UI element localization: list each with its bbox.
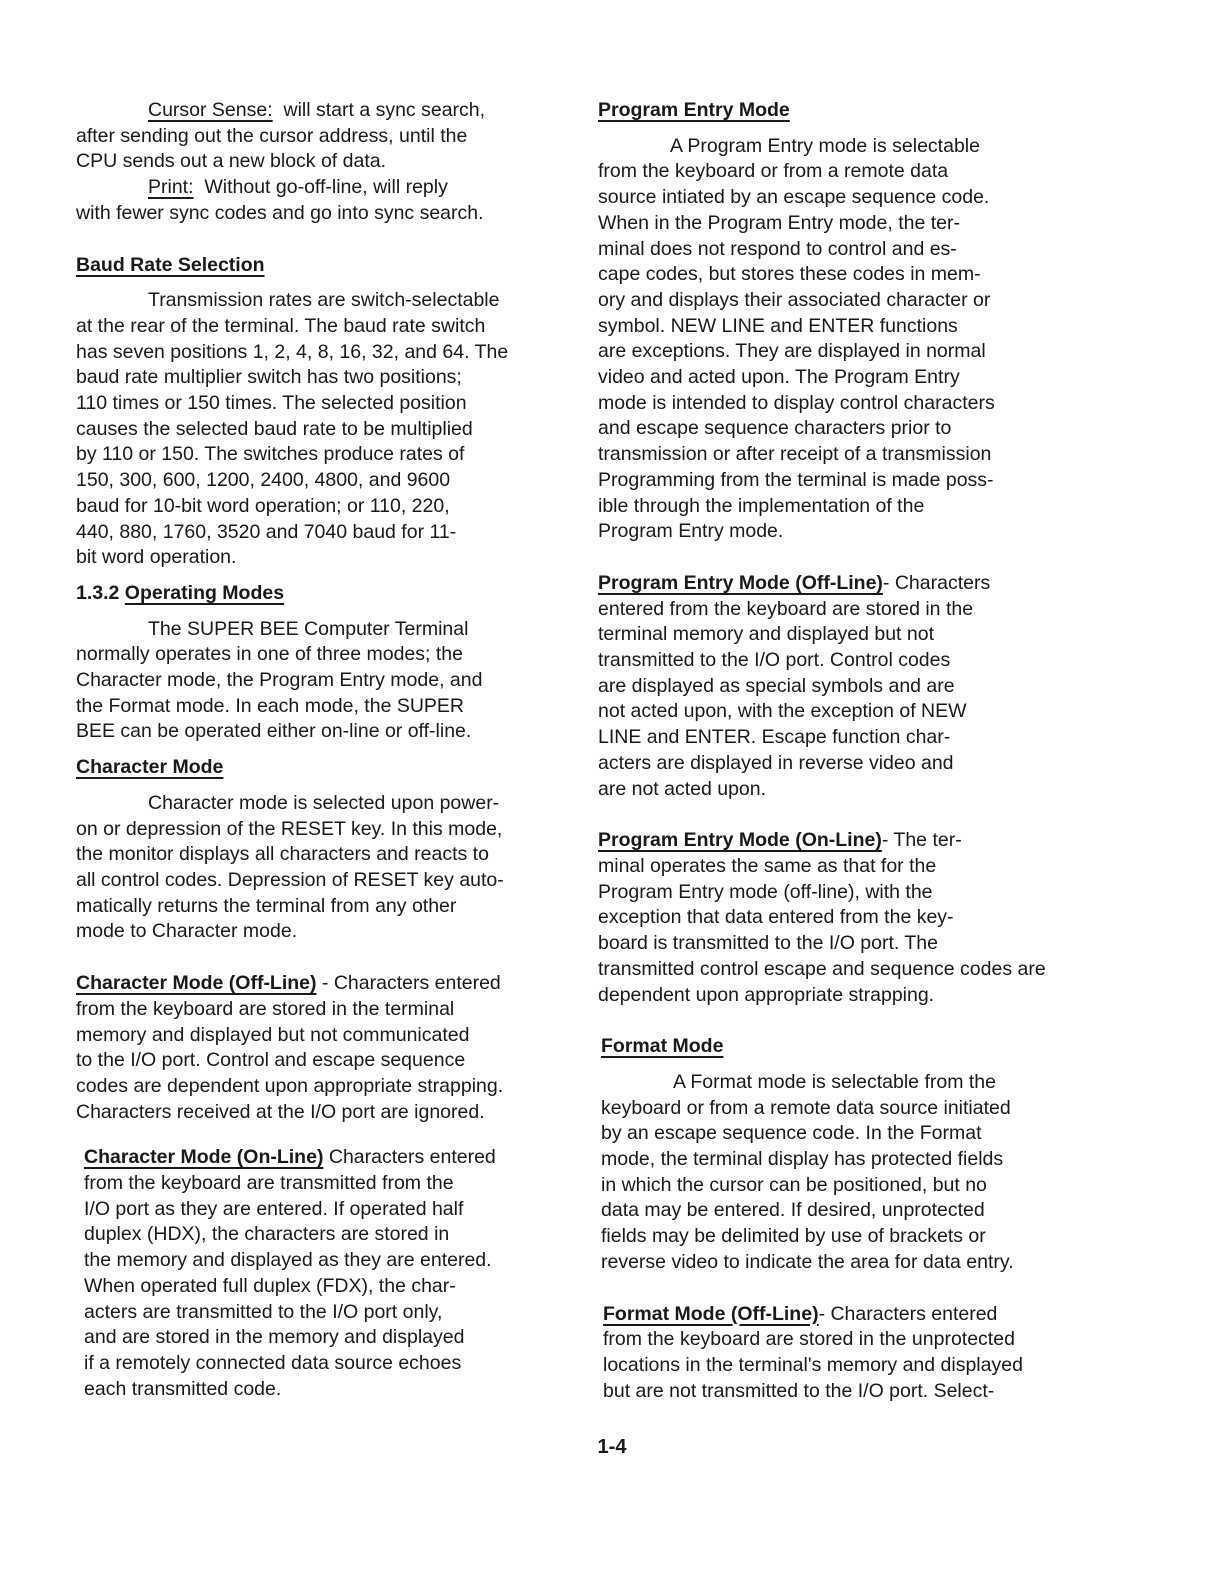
baud-paragraph: Transmission rates are switch-selectable at the rear of the terminal. The baud rate switch has seven positions 1, 2, 4, 8, 16, 32, and 64. The baud rate multiplier switch has two positions; 110 times or 150 times. The selected position causes the selected baud rate to be multiplied by 110 or 150. The switches produce rates of 150, 300, 600, 1200, 2400, 4800, and 9600 baud for 10-bit word operation; or 110, 220, 440, 880, 1760, 3520 and 7040 baud for 11- bit word operation. [76, 289, 509, 569]
character-mode-paragraph: Character mode is selected upon power- on or depression of the RESET key. In this mode, the monitor displays all characters and reacts to all control codes. Depression of RESET key auto- matically returns the terminal from any other mode to Character mode. [76, 791, 504, 943]
operating-modes-heading: 1.3.2 Operating Modes [76, 581, 285, 604]
format-mode-offline-paragraph: Format Mode (Off-Line)- Characters entered from the keyboard are stored in the unprotected locations in the terminal's memory and displayed but are not transmitted to the I/O port. Select- [603, 1302, 1023, 1402]
right-column [598, 98, 1068, 1404]
program-entry-online-paragraph: Program Entry Mode (On-Line)- The ter- minal operates the same as that for the Program Entry mode (off-line), with the exception that data entered from the key- board is transmitted to the I/O port. The transmitted control escape and sequence codes are dependent upon appropriate strapping. [598, 829, 1046, 1006]
cursor-sense-label: Cursor Sense: [148, 99, 273, 121]
format-mode-heading: Format Mode [601, 1035, 724, 1058]
operating-modes-paragraph: The SUPER BEE Computer Terminal normally operates in one of three modes; the Character mode, the Program Entry mode, and the Format mode. In each mode, the SUPER BEE can be operated either on-line or off-line. [76, 617, 483, 743]
program-entry-heading: Program Entry Mode [598, 99, 790, 121]
print-label: Print: [148, 176, 194, 199]
baud-heading: Baud Rate Selection [76, 253, 265, 276]
program-entry-offline-heading: Program Entry Mode (Off-Line) [598, 571, 883, 594]
character-mode-offline-paragraph: Character Mode (Off-Line) - Characters entered from the keyboard are stored in the terminal memory and displayed but not communicated to the I/O port. Control and escape sequence codes are dependent upon appropriate strapping. Characters received at the I/O port are ignored. [76, 972, 504, 1123]
character-mode-offline-heading: Character Mode (Off-Line) [76, 972, 317, 995]
format-mode-offline-heading: Format Mode (Off-Line) [603, 1302, 819, 1325]
character-mode-heading: Character Mode [76, 756, 224, 779]
format-mode-paragraph: A Format mode is selectable from the keyboard or from a remote data source initiated by an escape sequence code. In the Format mode, the terminal display has protected fields in which the cursor can be positioned, but no data may be entered. If desired, unprotected fields may be delimited by use of brackets or reverse video to indicate the area for data entry. [601, 1070, 1014, 1273]
program-entry-online-heading: Program Entry Mode (On-Line) [598, 829, 882, 852]
program-entry-paragraph: A Program Entry mode is selectable from the keyboard or from a remote data source intiated by an escape sequence code. When in the Program Entry mode, the ter- minal does not respond to control and es- cape codes, but stores these codes in mem- ory and displays their associated character or symbol. NEW LINE and ENTER functions are exceptions. They are displayed in normal video and acted upon. The Program Entry mode is intended to display control characters and escape sequence characters prior to transmission or after receipt of a transmission Programming from the terminal is made poss- ible through the implementation of the Program Entry mode. [598, 134, 995, 543]
cursor-sense-paragraph: Cursor Sense: will start a sync search, after sending out the cursor address, until the CPU sends out a new block of data. [76, 99, 486, 173]
left-column [76, 98, 556, 1402]
print-paragraph: Print: Without go-off-line, will reply with fewer sync codes and go into sync search. [76, 176, 484, 224]
character-mode-online-heading: Character Mode (On-Line) [84, 1146, 324, 1169]
page-number: 1-4 [597, 1436, 627, 1458]
program-entry-offline-paragraph: Program Entry Mode (Off-Line)- Characters entered from the keyboard are stored in the terminal memory and displayed but not transmitted to the I/O port. Control codes are displayed as special symbols and are not acted upon, with the exception of NEW LINE and ENTER. Escape function char- acters are displayed in reverse video and are not acted upon. [598, 571, 991, 800]
character-mode-online-paragraph: Character Mode (On-Line) Characters entered from the keyboard are transmitted from the I/O port as they are entered. If operated half duplex (HDX), the characters are stored in the memory and displayed as they are entered. When operated full duplex (FDX), the char- acters are transmitted to the I/O port only, and are stored in the memory and displayed if a remotely connected data source echoes each transmitted code. [84, 1146, 496, 1400]
